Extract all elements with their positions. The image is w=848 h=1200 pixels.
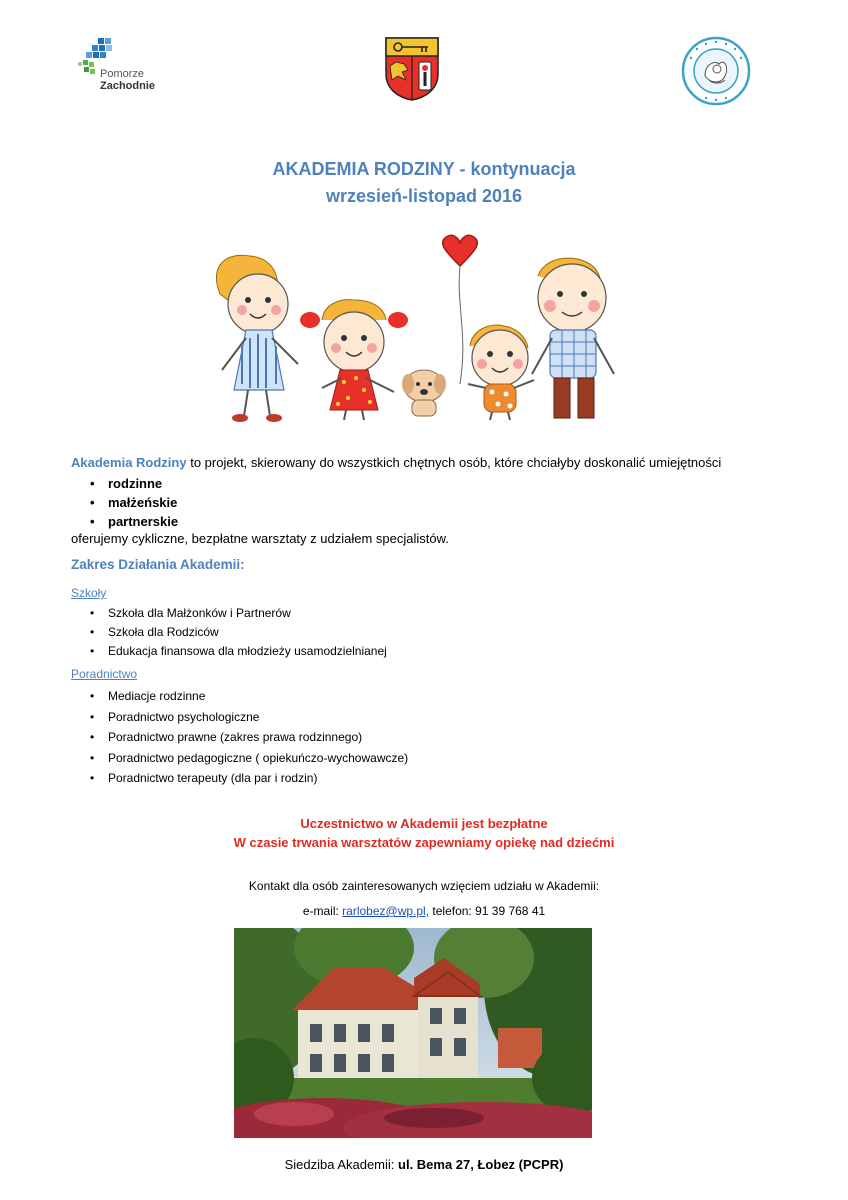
pomorze-zachodnie-logo xyxy=(78,36,178,98)
address-value: ul. Bema 27, Łobez (PCPR) xyxy=(398,1157,564,1172)
email-link[interactable]: rarlobez@wp.pl, xyxy=(342,904,430,918)
list-item: • Szkoła dla Rodziców xyxy=(108,623,387,642)
headquarters-photo xyxy=(234,928,592,1138)
boy-figure xyxy=(468,325,534,420)
schools-list xyxy=(108,604,387,661)
father-figure xyxy=(532,258,614,418)
logo-line-1: Pomorze xyxy=(100,68,145,80)
intro-text: to projekt, skierowany do wszystkich chętnych osób, które chciałyby doskonalić umiejętności xyxy=(186,455,722,470)
coat-of-arms-icon xyxy=(384,36,440,102)
pomorze-zachodnie-wordmark xyxy=(100,68,155,92)
list-item: • Poradnictwo psychologiczne xyxy=(108,707,408,728)
page-subtitle-dates: wrzesień-listopad 2016 xyxy=(325,186,523,206)
list-item: • Edukacja finansowa dla młodzieży usamodzielnianej xyxy=(108,642,387,661)
list-item: • małżeńskie xyxy=(108,493,178,512)
schools-heading-link[interactable]: Szkoły xyxy=(71,586,107,600)
dog-figure xyxy=(402,370,446,416)
free-participation-notice: Uczestnictwo w Akademii jest bezpłatne xyxy=(300,816,548,831)
advice-heading-link[interactable]: Poradnictwo xyxy=(71,667,138,681)
family-illustration xyxy=(198,234,634,426)
logo-line-2: Zachodnie xyxy=(100,80,156,92)
intro-highlight: Akademia Rodziny xyxy=(71,455,187,470)
list-item: • Mediacje rodzinne xyxy=(108,686,408,707)
headquarters-address xyxy=(0,1157,848,1172)
address-label: Siedziba Akademii: xyxy=(284,1157,399,1172)
phone-text: telefon: 91 39 768 41 xyxy=(429,904,546,918)
email-label: e-mail: xyxy=(302,904,343,918)
list-item: • Szkoła dla Małżonków i Partnerów xyxy=(108,604,387,623)
page-title: AKADEMIA RODZINY - kontynuacja xyxy=(272,159,576,179)
pcpr-seal-icon xyxy=(681,36,751,106)
list-item: • Poradnictwo terapeuty (dla par i rodzin) xyxy=(108,768,408,789)
list-item: • Poradnictwo prawne (zakres prawa rodzinnego) xyxy=(108,727,408,748)
contact-intro: Kontakt dla osób zainteresowanych wzięciem udziału w Akademii: xyxy=(248,879,600,893)
contact-details xyxy=(0,904,848,918)
advice-list xyxy=(108,686,408,789)
mother-figure xyxy=(216,255,298,422)
girl-figure xyxy=(300,300,408,420)
childcare-notice: W czasie trwania warsztatów zapewniamy opiekę nad dziećmi xyxy=(233,835,615,850)
list-item: • rodzinne xyxy=(108,474,178,493)
list-item: • Poradnictwo pedagogiczne ( opiekuńczo-wychowawcze) xyxy=(108,748,408,769)
offer-text: oferujemy cykliczne, bezpłatne warsztaty z udziałem specjalistów. xyxy=(71,531,449,546)
scope-heading: Zakres Działania Akademii: xyxy=(71,557,245,572)
skills-list xyxy=(108,474,178,531)
intro-paragraph xyxy=(71,455,791,471)
list-item: • partnerskie xyxy=(108,512,178,531)
